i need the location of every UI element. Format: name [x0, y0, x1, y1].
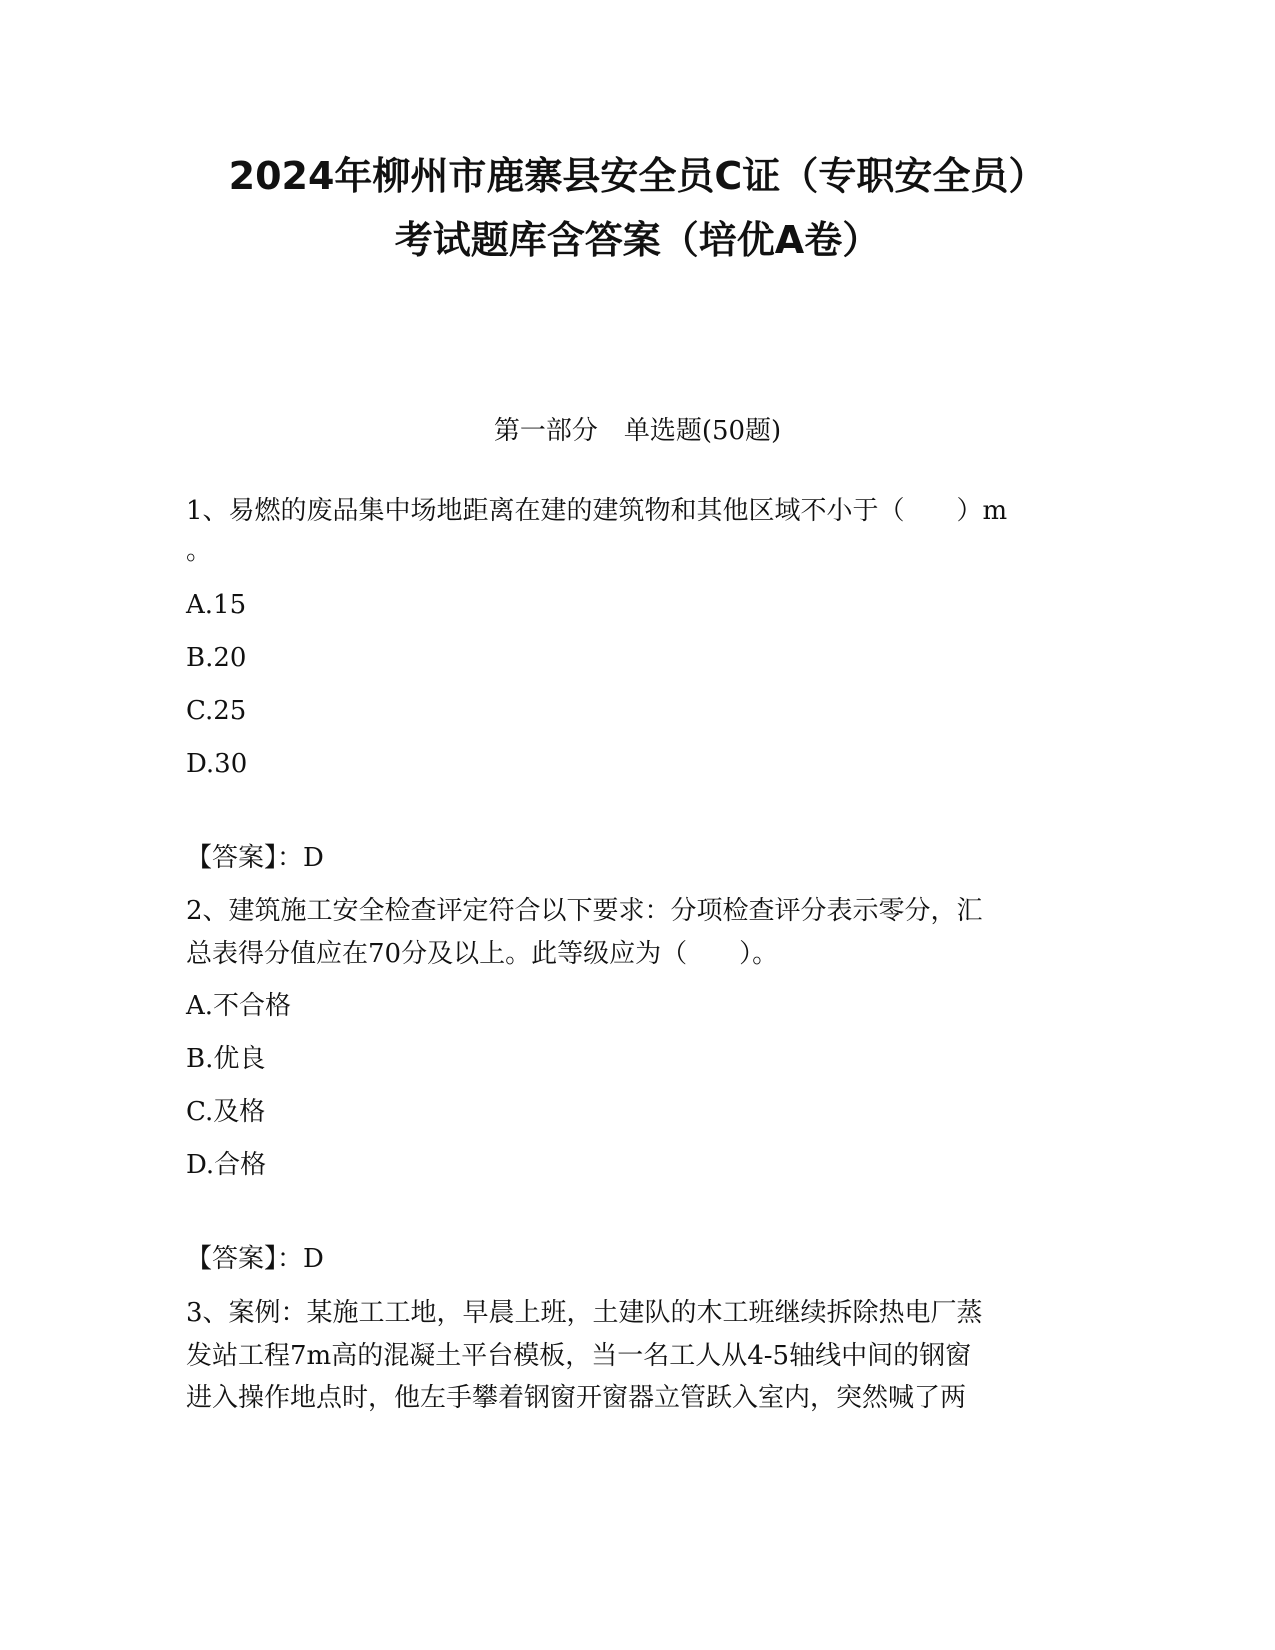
- question-2-stem-line-2: 总表得分值应在70分及以上。此等级应为（ ）。: [186, 939, 779, 969]
- question-2-option-a: A.不合格: [186, 991, 292, 1021]
- document-title-line-2: 考试题库含答案（培优A卷）: [394, 218, 881, 262]
- question-2-answer: 【答案】：D: [186, 1244, 324, 1274]
- question-2-option-b: B.优良: [186, 1044, 266, 1074]
- question-3-stem-line-3: 进入操作地点时，他左手攀着钢窗开窗器立管跃入室内，突然喊了两: [186, 1383, 967, 1413]
- document-title-line-1: 2024年柳州市鹿寨县安全员C证（专职安全员）: [228, 154, 1047, 198]
- question-1-option-b: B.20: [186, 643, 247, 673]
- section-heading: 第一部分 单选题(50题): [493, 416, 782, 446]
- question-1-option-c: C.25: [186, 696, 247, 726]
- question-3-stem-line-2: 发站工程7m高的混凝土平台模板，当一名工人从4-5轴线中间的钢窗: [186, 1341, 972, 1371]
- question-2-option-c: C.及格: [186, 1097, 266, 1127]
- question-1-stem-line-2: 。: [186, 536, 213, 566]
- question-1-option-d: D.30: [186, 749, 248, 779]
- question-1-answer: 【答案】：D: [186, 843, 324, 873]
- question-2-option-d: D.合格: [186, 1150, 267, 1180]
- question-3-stem-line-1: 3、案例：某施工工地，早晨上班，土建队的木工班继续拆除热电厂蒸: [186, 1298, 983, 1328]
- question-1-option-a: A.15: [186, 590, 247, 620]
- question-2-stem-line-1: 2、建筑施工安全检查评定符合以下要求：分项检查评分表示零分，汇: [186, 896, 983, 926]
- question-1-stem-line-1: 1、易燃的废品集中场地距离在建的建筑物和其他区域不小于（ ）m: [186, 496, 1008, 526]
